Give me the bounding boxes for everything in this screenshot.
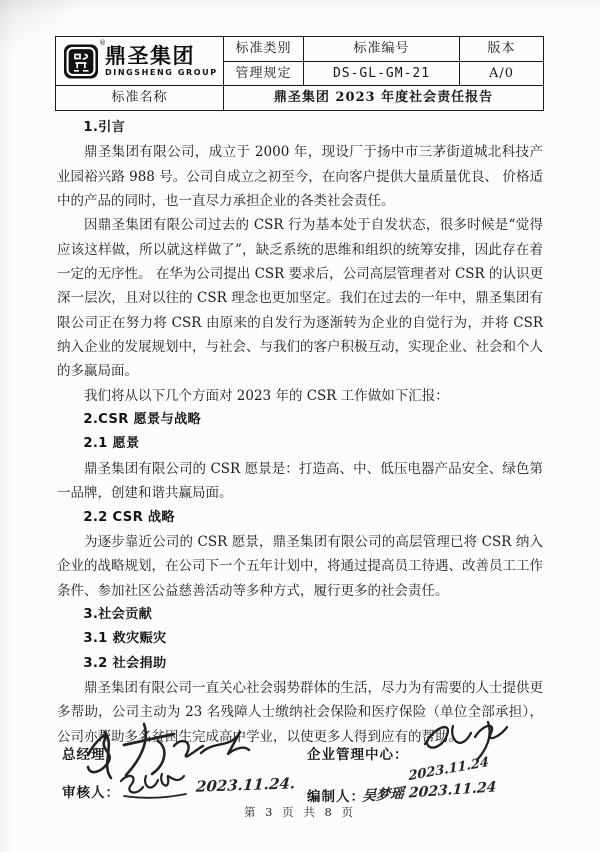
brand-name-en: DINGSHENG GROUP <box>105 67 218 77</box>
general-manager-label: 总经理： <box>62 747 120 763</box>
header-table <box>55 36 544 111</box>
paragraph: 鼎圣集团有限公司的 CSR 愿景是：打造高、中、低压电器产品安全、绿色第一品牌，创建和谐共赢局面。 <box>57 460 543 502</box>
std-number-label: 标准编号 <box>304 37 460 62</box>
paragraph: 鼎圣集团有限公司，成立于 2000 年，现设厂于扬中市三茅街道城北科技产业园裕兴路 988 号。公司自成立之初至今，在向客户提供大量质量优良、 价格适中的产品的同时，也一直尽力承担企业的各类社会责任。 <box>57 144 543 210</box>
dingsheng-logo-icon <box>63 38 107 80</box>
std-category-label: 标准类别 <box>224 37 304 62</box>
reviewer-date-handwritten: 2023.11.24. <box>195 774 296 796</box>
document-body <box>57 116 543 749</box>
logo-cell <box>56 37 224 86</box>
mgmt-center-date-handwritten: 2023.11.24 <box>408 754 490 785</box>
section-heading: 3.1 救灾赈灾 <box>83 631 167 647</box>
reviewer-signature <box>116 768 192 802</box>
paragraph: 我们将从以下几个方面对 2023 年的 CSR 工作做如下汇报： <box>84 387 449 404</box>
compiler-label: 编制人： <box>307 789 365 805</box>
section-heading: 3.2 社会捐助 <box>83 655 167 671</box>
section-heading: 2.CSR 愿景与战略 <box>83 412 201 428</box>
page-indicator: 第 3 页 共 8 页 <box>244 805 356 819</box>
compiler-name-date-handwritten: 吴梦瑶 2023.11.24 <box>361 779 497 805</box>
reviewer-label: 审核人： <box>62 785 120 801</box>
mgmt-center-label: 企业管理中心： <box>307 747 409 763</box>
std-category-value: 管理规定 <box>224 61 304 86</box>
section-heading: 2.1 愿景 <box>83 436 140 452</box>
paragraph: 鼎圣集团有限公司一直关心社会弱势群体的生活，尽力为有需要的人士提供更多帮助，公司主动为 23 名残障人士缴纳社会保险和医疗保险（单位全部承担），公司亦帮助多名贫困生完成高中学业，以使更多人得到应有的帮助。 <box>57 679 543 745</box>
brand-name-cn: 鼎圣集团 <box>105 43 195 68</box>
section-heading: 2.2 CSR 战略 <box>83 509 175 525</box>
registered-trademark-icon: ® <box>99 38 107 47</box>
std-number-value: DS-GL-GM-21 <box>304 61 460 86</box>
section-heading: 1.引言 <box>83 120 126 135</box>
paragraph: 为逐步靠近公司的 CSR 愿景，鼎圣集团有限公司的高层管理已将 CSR 纳入企业的战略规划，在公司下一个五年计划中，将通过提高员工待遇、改善员工工作条件、参加社区公益慈善活动等多种方式，履行更多的社会责任。 <box>57 533 543 599</box>
paragraph: 因鼎圣集团有限公司过去的 CSR 行为基本处于自发状态，很多时候是“觉得应该这样做，所以就这样做了”，缺乏系统的思维和组织的统筹安排，因此存在着一定的无序性。 在华为公司提出 CSR 要求后，公司高层管理者对 CSR 的认识更深一层次，且对以往的 CSR 理念也更加坚定。我们在过去的一年中，鼎圣集团有限公司正在努力将 CSR 由原来的自发行为逐渐转为企业的自觉行为，并将 CSR 纳入企业的发展规划中，与社会、与我们的客户积极互动，实现企业、社会和个人的多赢局面。 <box>57 217 543 380</box>
section-heading: 3.社会贡献 <box>83 606 153 622</box>
version-value: A/0 <box>460 61 544 86</box>
std-name-value: 鼎圣集团 2023 年度社会责任报告 <box>224 86 544 111</box>
std-name-label: 标准名称 <box>56 86 224 111</box>
version-label: 版本 <box>460 37 544 62</box>
